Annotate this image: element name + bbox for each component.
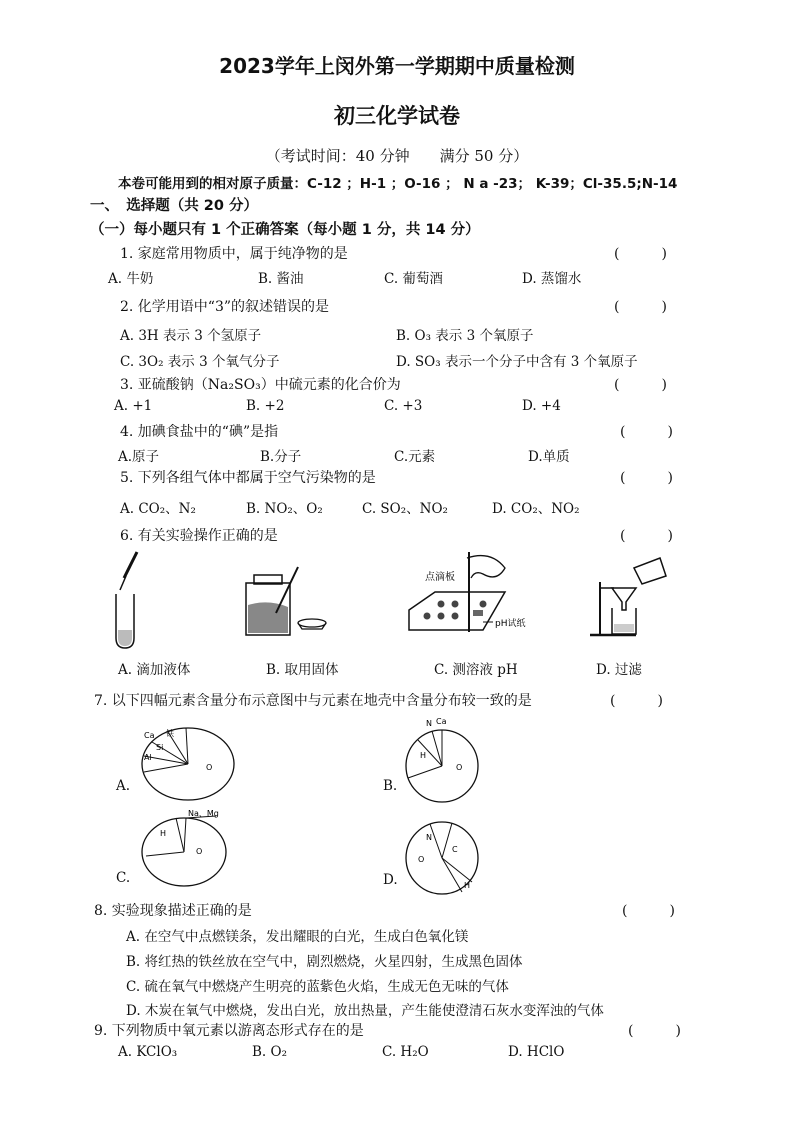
pie-b-label-h: H [420, 751, 427, 760]
q7-stem: 7. 以下四幅元素含量分布示意图中与元素在地壳中含量分布较一致的是 [94, 693, 532, 709]
q9-answer-blank[interactable]: ( ) [628, 1023, 681, 1039]
q3-option-b: B. +2 [246, 398, 285, 414]
q5-option-b: B. NO₂、O₂ [246, 501, 323, 517]
pie-b-label-ca: Ca [436, 717, 447, 726]
q9-option-d: D. HClO [508, 1044, 565, 1060]
pie-chart-b [402, 717, 482, 806]
q1-option-a: A. 牛奶 [108, 271, 154, 287]
section-heading: 一、 选择题（共 20 分） [90, 198, 259, 214]
pie-b-label-n: N [426, 719, 432, 728]
q7-option-b: B. [383, 778, 398, 794]
ph-paper-label: pH试纸 [495, 619, 526, 629]
pie-a-label-fe: 铁 [166, 729, 174, 738]
q5-answer-blank[interactable]: ( ) [620, 470, 673, 486]
q1-option-d: D. 蒸馏水 [522, 271, 582, 287]
section-subheading: （一）每小题只有 1 个正确答案（每小题 1 分，共 14 分） [90, 222, 480, 238]
q8-stem: 8. 实验现象描述正确的是 [94, 903, 252, 919]
pie-d-label-h: H [464, 881, 471, 890]
q9-option-c: C. H₂O [382, 1044, 429, 1060]
q4-option-a: A.原子 [118, 449, 160, 465]
q3-option-c: C. +3 [384, 398, 423, 414]
q1-option-b: B. 酱油 [258, 271, 304, 287]
pie-c-label-namg: Na、Mg [188, 809, 219, 818]
q2-answer-blank[interactable]: ( ) [614, 299, 667, 315]
q1-stem: 1. 家庭常用物质中，属于纯净物的是 [120, 246, 348, 262]
exam-title: 2023学年上闵外第一学期期中质量检测 [219, 54, 575, 78]
spot-plate-label: 点滴板 [425, 572, 455, 583]
q4-answer-blank[interactable]: ( ) [620, 424, 673, 440]
q7-answer-blank[interactable]: ( ) [610, 693, 663, 709]
q4-option-b: B.分子 [260, 449, 302, 465]
q1-answer-blank[interactable]: ( ) [614, 246, 667, 262]
pie-chart-a [140, 722, 240, 802]
pie-d-label-n: N [426, 833, 432, 842]
spot-plate-ph-figure [405, 552, 530, 637]
q3-answer-blank[interactable]: ( ) [614, 377, 667, 393]
exam-time-info: （考试时间：40 分钟 满分 50 分） [265, 147, 529, 165]
pie-d-label-c: C [452, 845, 458, 854]
q4-option-c: C.元素 [394, 449, 436, 465]
q2-option-d: D. SO₃ 表示一个分子中含有 3 个氧原子 [396, 354, 638, 370]
exam-subtitle: 初三化学试卷 [334, 104, 460, 128]
q6-option-a: A. 滴加液体 [118, 662, 191, 678]
q8-option-d: D. 木炭在氧气中燃烧，发出白光，放出热量，产生能使澄清石灰水变浑浊的气体 [126, 1003, 604, 1019]
pie-d-label-o: O [418, 855, 425, 864]
pie-b-label-o: O [456, 763, 463, 772]
q7-option-d: D. [383, 872, 398, 888]
q3-option-a: A. +1 [114, 398, 153, 414]
pie-a-label-o: O [206, 763, 213, 772]
reagent-bottle-figure [240, 565, 335, 640]
q8-option-b: B. 将红热的铁丝放在空气中，剧烈燃烧，火星四射，生成黑色固体 [126, 954, 523, 970]
q9-option-a: A. KClO₃ [118, 1044, 178, 1060]
q9-option-b: B. O₂ [252, 1044, 287, 1060]
q2-option-b: B. O₃ 表示 3 个氧原子 [396, 328, 534, 344]
pie-c-label-h: H [160, 829, 167, 838]
pie-c-label-o: O [196, 847, 203, 856]
q6-stem: 6. 有关实验操作正确的是 [120, 528, 278, 544]
q2-stem: 2. 化学用语中“3”的叙述错误的是 [120, 299, 330, 315]
q6-option-b: B. 取用固体 [266, 662, 339, 678]
q9-stem: 9. 下列物质中氧元素以游离态形式存在的是 [94, 1023, 364, 1039]
q4-stem: 4. 加碘食盐中的“碘”是指 [120, 424, 279, 440]
q2-option-a: A. 3H 表示 3 个氢原子 [120, 328, 262, 344]
pie-a-label-ca: Ca [144, 731, 155, 740]
q7-option-a: A. [116, 778, 131, 794]
pie-a-label-si: Si [156, 743, 164, 752]
q5-option-c: C. SO₂、NO₂ [362, 501, 448, 517]
q6-option-d: D. 过滤 [596, 662, 642, 678]
q8-option-a: A. 在空气中点燃镁条，发出耀眼的白光，生成白色氧化镁 [126, 929, 469, 945]
q5-option-d: D. CO₂、NO₂ [492, 501, 580, 517]
q8-option-c: C. 硫在氧气中燃烧产生明亮的蓝紫色火焰，生成无色无味的气体 [126, 979, 509, 995]
q4-option-d: D.单质 [528, 449, 570, 465]
pie-a-label-al: Al [144, 753, 152, 762]
q5-stem: 5. 下列各组气体中都属于空气污染物的是 [120, 470, 376, 486]
pie-chart-d [404, 818, 484, 898]
q3-option-d: D. +4 [522, 398, 561, 414]
q6-option-c: C. 测溶液 pH [434, 662, 518, 678]
q8-answer-blank[interactable]: ( ) [622, 903, 675, 919]
filtration-figure [588, 552, 678, 640]
q6-answer-blank[interactable]: ( ) [620, 528, 673, 544]
q2-option-c: C. 3O₂ 表示 3 个氧气分子 [120, 354, 280, 370]
dropper-test-tube-figure [100, 550, 160, 650]
q5-option-a: A. CO₂、N₂ [120, 501, 196, 517]
q3-stem: 3. 亚硫酸钠（Na₂SO₃）中硫元素的化合价为 [120, 377, 401, 393]
pie-chart-c [140, 809, 240, 890]
atomic-masses-note: 本卷可能用到的相对原子质量：C-12 ；H-1 ；O-16 ； N a -23； K-39；Cl-35.5;N-14 [118, 176, 678, 192]
q1-option-c: C. 葡萄酒 [384, 271, 443, 287]
q7-option-c: C. [116, 870, 131, 886]
